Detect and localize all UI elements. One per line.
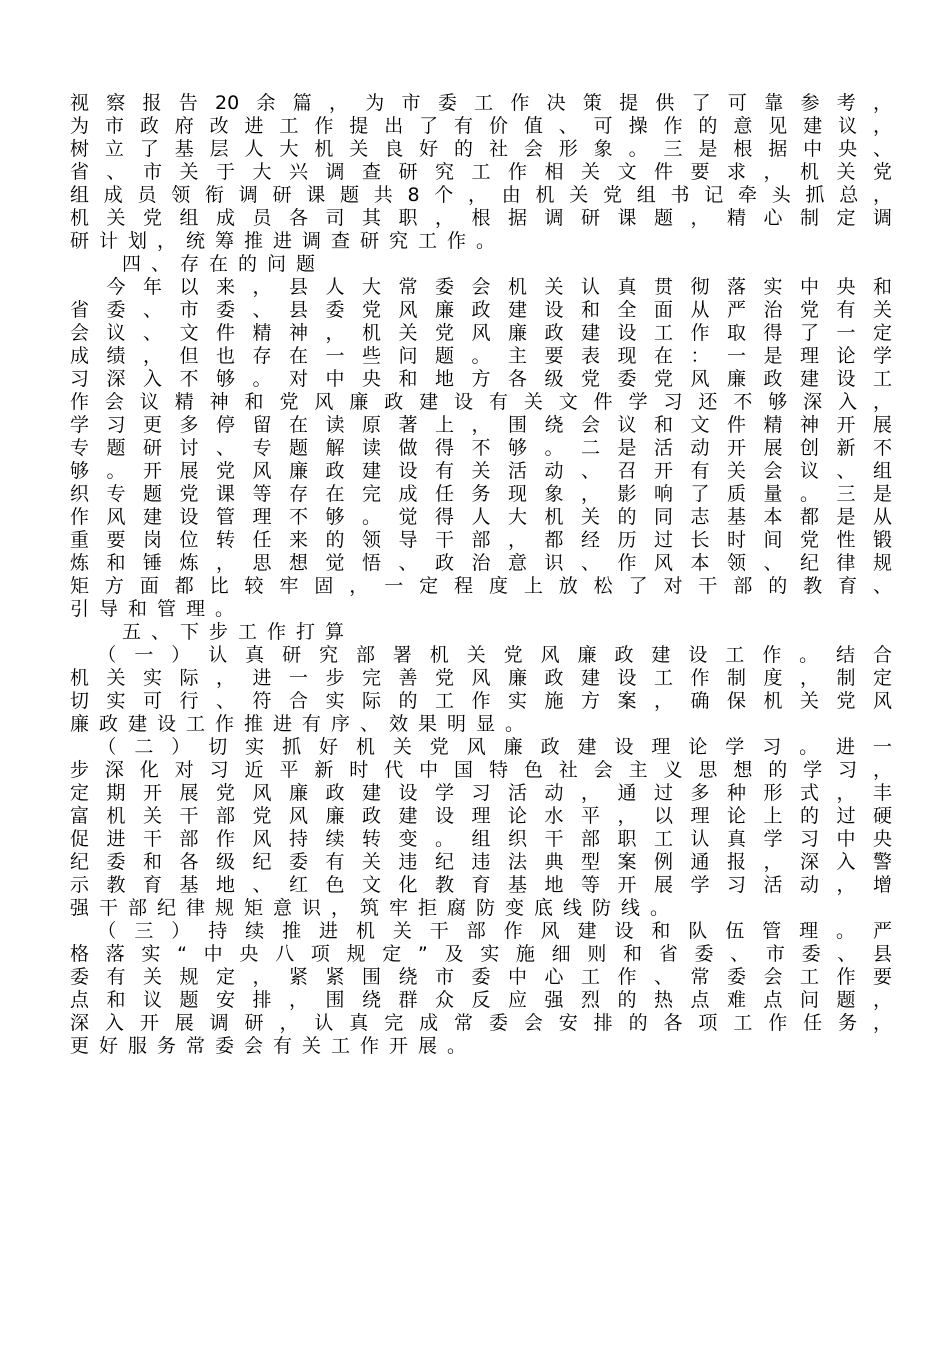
text-line: （三）持续推进机关干部作风建设和队伍管理。严	[70, 920, 892, 942]
text-line: 重要岗位转任来的领导干部，都经历过长时间党性锻	[70, 529, 892, 551]
text-line: 学习更多停留在读原著上，围绕会议和文件精神开展	[70, 414, 892, 436]
text-line: 省、市关于大兴调查研究工作相关文件要求，机关党	[70, 161, 892, 183]
text-line: 作风建设管理不够。觉得人大机关的同志基本都是从	[70, 506, 892, 528]
text-line: 格落实“中央八项规定”及实施细则和省委、市委、县	[70, 943, 892, 965]
document-body	[70, 92, 892, 1058]
text-line: 深入开展调研，认真完成常委会安排的各项工作任务，	[70, 1012, 892, 1034]
text-line: 机关实际，进一步完善党风廉政建设工作制度，制定	[70, 667, 892, 689]
text-line: 研计划，统筹推进调查研究工作。	[70, 230, 506, 252]
text-line: 会议、文件精神，机关党风廉政建设工作取得了一定	[70, 322, 892, 344]
text-line: 机关党组成员各司其职，根据调研课题，精心制定调	[70, 207, 892, 229]
text-line: 富机关干部党风廉政建设理论水平，以理论上的过硬	[70, 805, 892, 827]
text-line: 步深化对习近平新时代中国特色社会主义思想的学习，	[70, 759, 892, 781]
text-line: 定期开展党风廉政建设学习活动，通过多种形式，丰	[70, 782, 892, 804]
section-heading: 五、下步工作打算	[122, 621, 355, 643]
text-line: 引导和管理。	[70, 598, 245, 620]
text-line: 组成员领衔调研课题共8个，由机关党组书记牵头抓总，	[70, 184, 892, 206]
text-line: 强干部纪律规矩意识，筑牢拒腐防变底线防线。	[70, 897, 680, 919]
text-line: （一）认真研究部署机关党风廉政建设工作。结合	[70, 644, 892, 666]
text-line: 纪委和各级纪委有关违纪违法典型案例通报，深入警	[70, 851, 892, 873]
text-line: 矩方面都比较牢固，一定程度上放松了对干部的教育、	[70, 575, 892, 597]
text-line: 习深入不够。对中央和地方各级党委党风廉政建设工	[70, 368, 892, 390]
text-line: 织专题党课等存在完成任务现象，影响了质量。三是	[70, 483, 892, 505]
text-line: 今年以来，县人大常委会机关认真贯彻落实中央和	[70, 276, 892, 298]
text-line: 视察报告20余篇，为市委工作决策提供了可靠参考，	[70, 92, 892, 114]
text-line: 点和议题安排，围绕群众反应强烈的热点难点问题，	[70, 989, 892, 1011]
text-line: 促进干部作风持续转变。组织干部职工认真学习中央	[70, 828, 892, 850]
text-line: 更好服务常委会有关工作开展。	[70, 1035, 477, 1057]
text-line: 示教育基地、红色文化教育基地等开展学习活动，增	[70, 874, 892, 896]
text-line: （二）切实抓好机关党风廉政建设理论学习。进一	[70, 736, 892, 758]
text-line: 作会议精神和党风廉政建设有关文件学习还不够深入，	[70, 391, 892, 413]
text-line: 够。开展党风廉政建设有关活动、召开有关会议、组	[70, 460, 892, 482]
text-line: 树立了基层人大机关良好的社会形象。三是根据中央、	[70, 138, 892, 160]
text-line: 专题研讨、专题解读做得不够。二是活动开展创新不	[70, 437, 892, 459]
text-line: 委有关规定，紧紧围绕市委中心工作、常委会工作要	[70, 966, 892, 988]
section-heading: 四、存在的问题	[122, 253, 326, 275]
text-line: 炼和锤炼，思想觉悟、政治意识、作风本领、纪律规	[70, 552, 892, 574]
text-line: 廉政建设工作推进有序、效果明显。	[70, 713, 535, 735]
text-line: 为市政府改进工作提出了有价值、可操作的意见建议，	[70, 115, 892, 137]
text-line: 省委、市委、县委党风廉政建设和全面从严治党有关	[70, 299, 892, 321]
text-line: 切实可行、符合实际的工作实施方案，确保机关党风	[70, 690, 892, 712]
text-line: 成绩，但也存在一些问题。主要表现在：一是理论学	[70, 345, 892, 367]
